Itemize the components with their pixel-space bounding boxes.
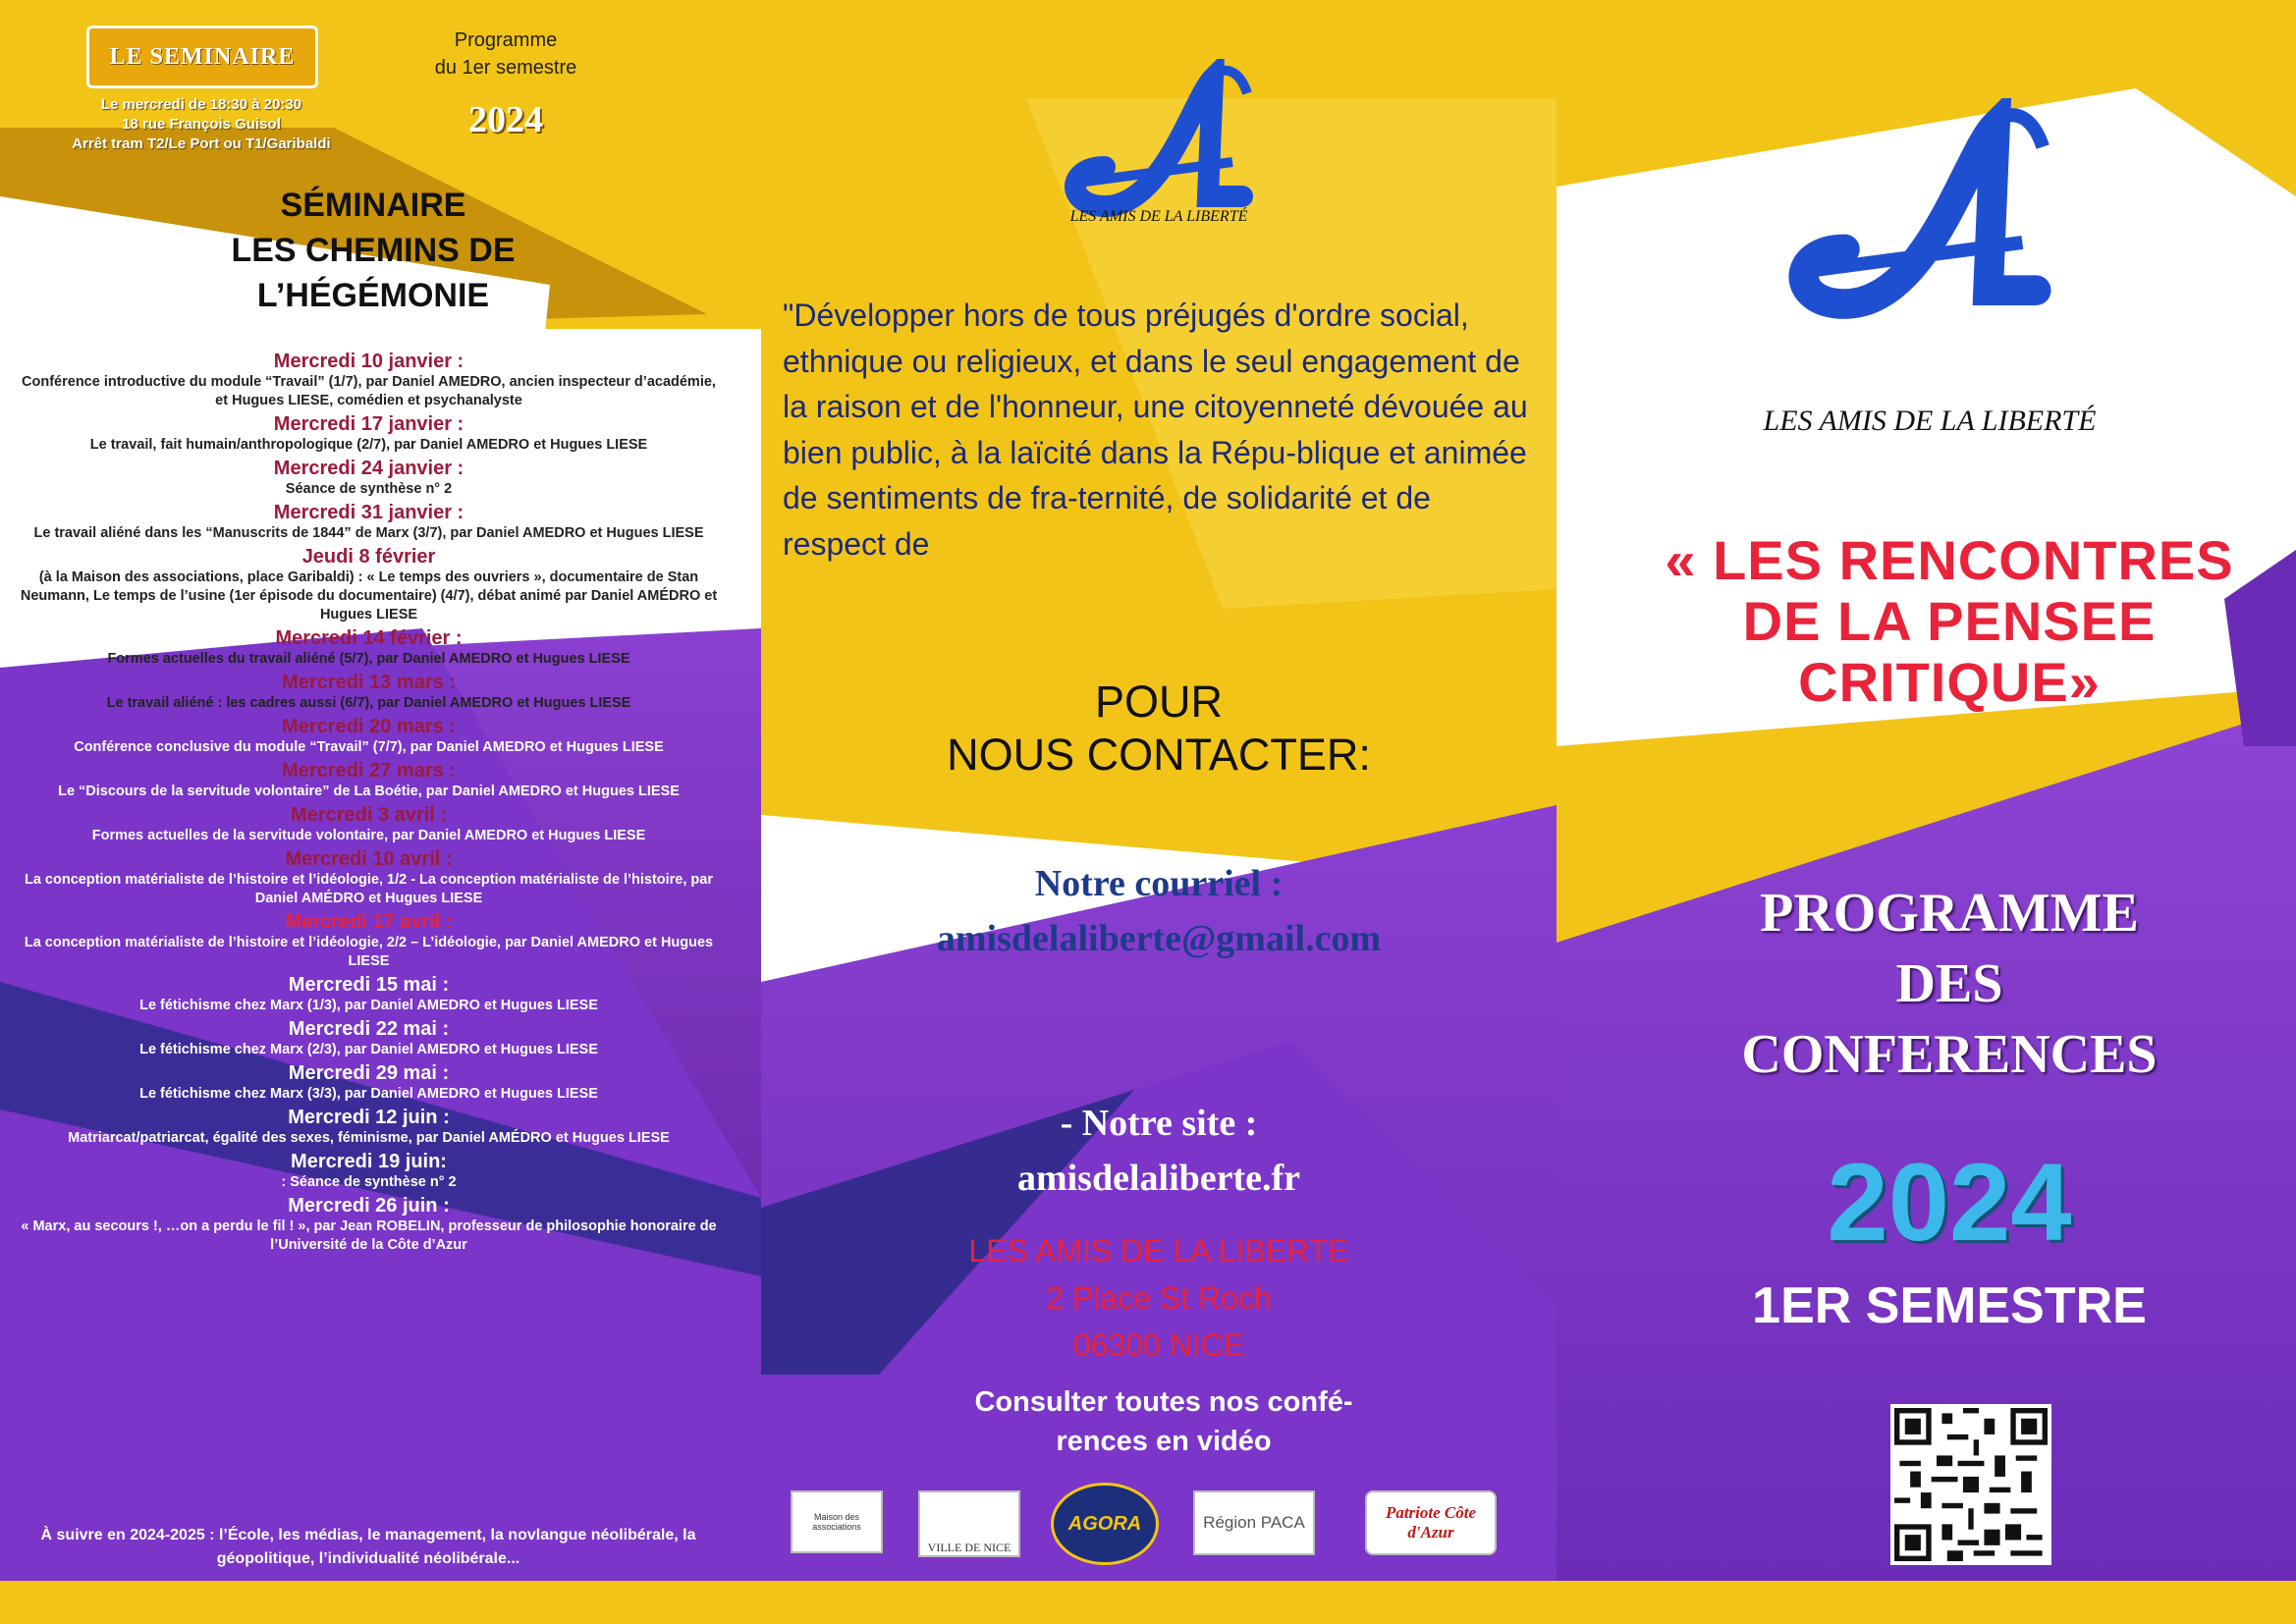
- seminar-address: 18 rue François Guisol: [122, 116, 281, 133]
- partner-logo-label: AGORA: [1067, 1512, 1142, 1535]
- contact-heading-line: POUR: [1094, 677, 1223, 727]
- cover-panel: [1557, 0, 2296, 1624]
- programme-title: [1615, 878, 2283, 1090]
- cover-logo-caption: LES AMIS DE LA LIBERTÉ: [1763, 405, 2097, 437]
- contact-heading-line: NOUS CONTACTER:: [947, 730, 1371, 780]
- session-date: Mercredi 17 janvier :: [273, 413, 465, 435]
- series-title: [1635, 530, 2264, 713]
- seminar-panel: [0, 0, 761, 1624]
- session-date: Mercredi 31 janvier :: [273, 502, 465, 523]
- seminar-tram: Arrêt tram T2/Le Port ou T1/Garibaldi: [72, 135, 331, 152]
- session-description: Le “Discours de la servitude volontaire” de La Boétie, par Daniel AMEDRO et Hugues LIESE: [58, 784, 680, 799]
- session-description: « Marx, au secours !, …on a perdu le fil ! », par Jean ROBELIN, professeur de philosophie honoraire de l’Université de la Côte d’Azur: [21, 1218, 717, 1253]
- session-description: Le travail, fait humain/anthropologique (2/7), par Daniel AMEDRO et Hugues LIESE: [89, 437, 648, 453]
- session-date: Mercredi 10 avril :: [285, 848, 453, 870]
- programme-label: Programme: [454, 29, 558, 51]
- seminar-title-line: SÉMINAIRE: [280, 187, 466, 224]
- contact-panel: [761, 0, 1557, 1624]
- seminar-title-line: L’HÉGÉMONIE: [256, 277, 490, 314]
- session-date: Mercredi 22 mai :: [288, 1018, 450, 1040]
- partner-logo-agora: [1051, 1483, 1159, 1565]
- series-title-line: CRITIQUE»: [1798, 651, 2101, 713]
- session-date: Mercredi 27 mars :: [282, 760, 456, 782]
- programme-title-line: DES: [1895, 953, 2003, 1014]
- session-description: Le travail aliéné dans les “Manuscrits de 1844” de Marx (3/7), par Daniel AMEDRO et Hugues LIESE: [33, 525, 704, 541]
- session-description: Conférence introductive du module “Travail” (1/7), par Daniel AMEDRO, ancien inspecteur d’académie, et Hugues LIESE, comédien et psychanalyste: [22, 374, 716, 408]
- series-title-line: « LES RENCONTRES: [1665, 529, 2234, 591]
- session-date: Mercredi 20 mars :: [282, 716, 456, 737]
- session-date: Mercredi 24 janvier :: [273, 458, 465, 479]
- session-date: Mercredi 13 mars :: [282, 672, 456, 693]
- session-description: Le travail aliéné : les cadres aussi (6/7), par Daniel AMEDRO et Hugues LIESE: [106, 695, 631, 711]
- partner-logo-label: Région PACA: [1203, 1513, 1305, 1532]
- session-date: Mercredi 26 juin :: [288, 1195, 450, 1217]
- session-date: Mercredi 17 avril :: [285, 911, 453, 933]
- session-description: Le fétichisme chez Marx (3/3), par Daniel AMEDRO et Hugues LIESE: [139, 1086, 598, 1102]
- address-street: 2 Place St Roch: [1046, 1280, 1272, 1316]
- partner-logo-region-paca: [1193, 1490, 1315, 1555]
- session-description: Le fétichisme chez Marx (1/3), par Daniel AMEDRO et Hugues LIESE: [139, 998, 598, 1013]
- session-date: Mercredi 15 mai :: [288, 974, 450, 996]
- session-description: Séance de synthèse n° 2: [285, 481, 453, 497]
- partner-logo-maison-associations: [791, 1490, 883, 1553]
- cover-logo-icon: [1763, 98, 2077, 373]
- session-description: (à la Maison des associations, place Garibaldi) : « Le temps des ouvriers », documentaire de Stan Neumann, Le temps de l’usine (1er épisode du documentaire) (4/7), débat animé par Daniel AMÉDRO et Hugues LIESE: [20, 569, 718, 623]
- email-address[interactable]: amisdelaliberte@gmail.com: [936, 918, 1382, 959]
- video-notice-line: Consulter toutes nos confé-: [974, 1386, 1353, 1418]
- session-description: : Séance de synthèse n° 2: [281, 1174, 457, 1190]
- session-description: Matriarcat/patriarcat, égalité des sexes, féminisme, par Daniel AMÉDRO et Hugues LIESE: [68, 1130, 670, 1146]
- seminar-schedule: [18, 350, 720, 1257]
- address-city: 06300 NICE: [1072, 1327, 1245, 1363]
- cover-year: 2024: [1827, 1141, 2072, 1264]
- partner-logo-label: Patriote Côte d'Azur: [1385, 1503, 1477, 1542]
- session-date: Mercredi 12 juin :: [288, 1107, 450, 1128]
- session-date: Mercredi 10 janvier :: [273, 351, 465, 372]
- session-description: La conception matérialiste de l’histoire et l’idéologie, 2/2 – L’idéologie, par Daniel AMEDRO et Hugues LIESE: [24, 935, 714, 969]
- session-description: La conception matérialiste de l’histoire et l’idéologie, 1/2 - La conception matérialiste de l’histoire, par Daniel AMÉDRO et Hugues LIESE: [24, 872, 713, 906]
- programme-year: 2024: [468, 99, 543, 140]
- mission-quote: "Développer hors de tous préjugés d'ordre social, ethnique ou religieux, et dans le seul engagement de la raison et de l'honneur, une citoyenneté dévouée au bien public, à la laïcité dans la Répu-blique et animée de sentiments de fra-ternité, de solidarité et de respect de: [783, 298, 1528, 562]
- association-logo-caption: LES AMIS DE LA LIBERTÉ: [1069, 208, 1248, 225]
- programme-title-line: PROGRAMME: [1760, 883, 2139, 944]
- session-date: Mercredi 19 juin:: [291, 1151, 447, 1172]
- session-description: Formes actuelles du travail aliéné (5/7), par Daniel AMEDRO et Hugues LIESE: [107, 651, 630, 667]
- website-label: - Notre site :: [1060, 1103, 1258, 1144]
- partner-logo-patriote: [1365, 1490, 1497, 1555]
- seminar-title: [157, 183, 589, 318]
- seminar-title-line: LES CHEMINS DE: [231, 232, 516, 269]
- programme-title-line: CONFERENCES: [1741, 1024, 2158, 1085]
- series-title-line: DE LA PENSEE: [1742, 590, 2157, 652]
- cover-semester: 1ER SEMESTRE: [1752, 1277, 2147, 1334]
- session-date: Mercredi 14 février :: [275, 627, 463, 649]
- contact-heading: [761, 676, 1557, 782]
- session-description: Le fétichisme chez Marx (2/3), par Daniel AMEDRO et Hugues LIESE: [139, 1042, 598, 1057]
- association-logo-icon: [1046, 59, 1272, 255]
- seminar-footer: À suivre en 2024-2025 : l’École, les médias, le management, la novlangue néolibérale, la géopolitique, l’individualité néolibérale...: [40, 1527, 696, 1567]
- seminar-badge: LE SEMINAIRE: [86, 26, 318, 88]
- qr-code-icon[interactable]: [1890, 1404, 2051, 1565]
- programme-semester-label: du 1er semestre: [434, 57, 577, 79]
- session-description: Conférence conclusive du module “Travail” (7/7), par Daniel AMEDRO et Hugues LIESE: [74, 739, 664, 755]
- session-date: Mercredi 29 mai :: [288, 1062, 450, 1084]
- session-date: Mercredi 3 avril :: [291, 804, 447, 826]
- video-notice: [800, 1382, 1527, 1461]
- address-name: LES AMIS DE LA LIBERTE: [968, 1233, 1349, 1269]
- video-notice-line: rences en vidéo: [1056, 1426, 1272, 1457]
- email-label: Notre courriel :: [1034, 863, 1284, 904]
- session-date: Jeudi 8 février: [301, 546, 436, 568]
- partner-logo-label: Maison des associations: [812, 1512, 861, 1532]
- website-link[interactable]: amisdelaliberte.fr: [1016, 1158, 1301, 1199]
- session-description: Formes actuelles de la servitude volontaire, par Daniel AMEDRO et Hugues LIESE: [91, 828, 646, 843]
- partner-logo-label: VILLE DE NICE: [927, 1541, 1011, 1554]
- partner-logo-ville-de-nice: [918, 1490, 1020, 1557]
- seminar-time: Le mercredi de 18:30 à 20:30: [100, 96, 302, 113]
